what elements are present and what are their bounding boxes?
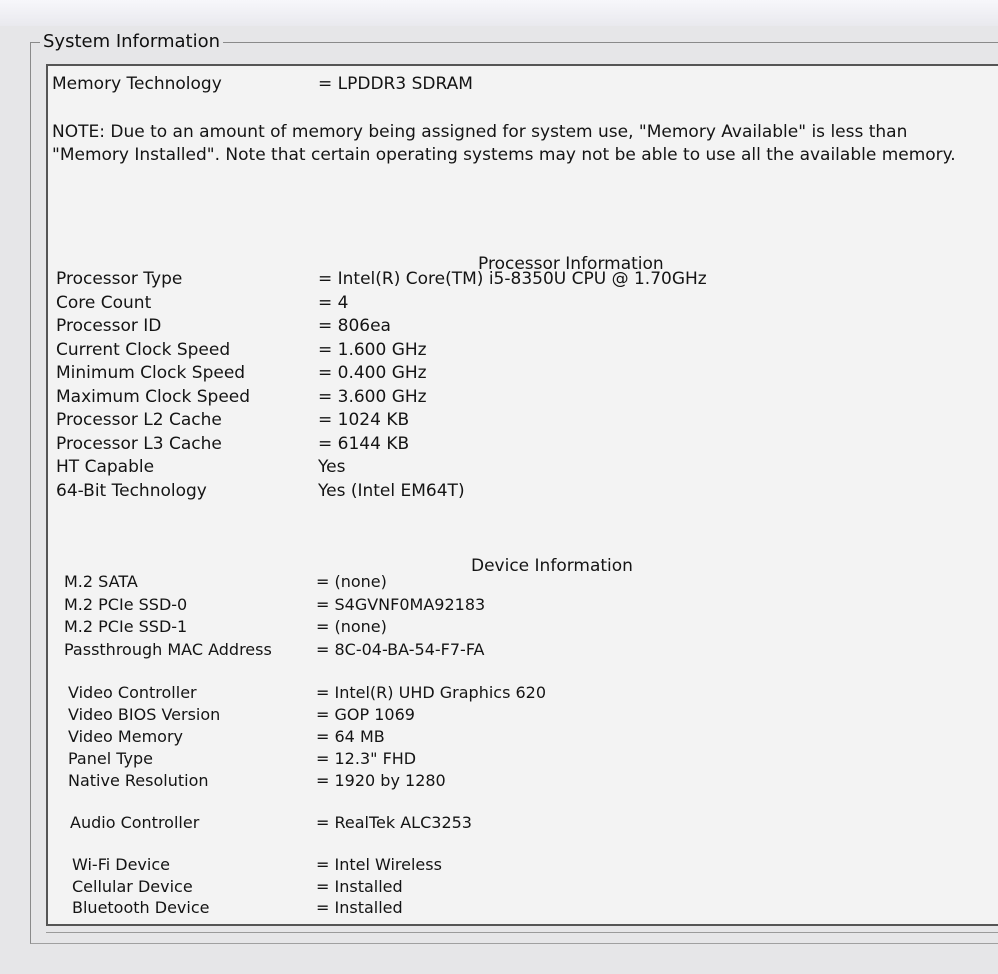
info-row-label: Processor L3 Cache [56,433,222,454]
info-row-label: Audio Controller [70,813,200,832]
info-row-label: M.2 PCIe SSD-0 [64,594,188,614]
info-row [64,594,764,615]
info-row [72,854,772,875]
info-row-label: Native Resolution [68,771,209,790]
info-row-value: = Installed [316,876,403,896]
info-row [56,433,756,456]
info-row-label: Video Controller [68,683,197,702]
info-row-value: = Installed [316,898,403,917]
window-top-strip [0,0,998,26]
memory-note: NOTE: Due to an amount of memory being assigned for system use, "Memory Available" is less than "Memory Installed". Note that certain operating systems may not be able to use all the available memory. [52,122,956,165]
info-row-value: = 1920 by 1280 [316,771,446,790]
info-row-value: = (none) [316,617,387,636]
info-row-label: Video BIOS Version [68,705,221,724]
info-row [56,292,756,315]
info-row [72,876,772,897]
info-row [64,571,764,592]
info-row-value: = 806ea [318,316,391,336]
info-row-value: = RealTek ALC3253 [316,813,472,832]
info-row-value: = (none) [316,572,387,591]
info-row-value: = 1.600 GHz [318,339,427,360]
info-row-label: Passthrough MAC Address [64,639,272,659]
info-row-value: = GOP 1069 [316,705,415,724]
info-row [56,362,756,385]
processor-information-title: Processor Information [478,254,664,274]
info-row-value: = Intel Wireless [316,855,442,874]
info-row-value: = S4GVNF0MA92183 [316,594,486,614]
info-row-label: Bluetooth Device [72,898,210,917]
info-row-value: = Intel(R) Core(TM) i5-8350U CPU @ 1.70GHz [318,269,707,289]
info-row [64,639,764,660]
info-row-label: Panel Type [68,749,153,768]
info-row-label: Processor ID [56,316,162,336]
info-row [68,748,768,769]
info-row [56,409,756,432]
info-row-label: Wi-Fi Device [72,855,170,874]
info-row-value: = Intel(R) UHD Graphics 620 [316,683,547,702]
info-row-label: M.2 SATA [64,572,138,591]
info-row [68,726,768,747]
device-information-title: Device Information [471,556,633,576]
info-row-label: Video Memory [68,727,183,746]
info-row [68,682,768,703]
info-row-value: = 4 [318,292,349,313]
info-row-value: = 8C-04-BA-54-F7-FA [316,639,485,659]
info-row [64,616,764,637]
info-row-label: Core Count [56,292,152,313]
memory-technology-label: Memory Technology [52,74,222,94]
memory-technology-value: = LPDDR3 SDRAM [318,74,473,94]
info-row [68,704,768,725]
info-row-value: = 64 MB [316,727,385,746]
info-row-label: Minimum Clock Speed [56,363,246,383]
info-row [72,897,772,918]
info-row-value: = 3.600 GHz [318,386,427,407]
info-row-value: = 12.3" FHD [316,749,417,768]
info-row-label: Cellular Device [72,876,193,896]
info-row [68,770,768,791]
info-row [56,386,756,409]
info-row [56,339,756,362]
info-row-value: = 0.400 GHz [318,363,427,383]
info-row-label: HT Capable [56,457,155,477]
info-row [56,480,756,503]
info-row-value: = 1024 KB [318,410,410,430]
info-row [56,315,756,338]
info-row-value: Yes [318,457,346,477]
panel-bottom-divider [46,932,998,933]
info-row-label: Processor Type [56,269,183,289]
info-row-label: M.2 PCIe SSD-1 [64,617,188,636]
info-row-label: Maximum Clock Speed [56,386,251,407]
group-title: System Information [40,31,223,52]
info-row [56,456,756,479]
info-row-value: Yes (Intel EM64T) [318,480,465,501]
info-row-label: Current Clock Speed [56,339,231,360]
info-row [56,268,756,291]
info-row [70,812,770,833]
info-row-label: Processor L2 Cache [56,410,222,430]
info-row-value: = 6144 KB [318,433,410,454]
info-row-label: 64-Bit Technology [56,480,207,501]
